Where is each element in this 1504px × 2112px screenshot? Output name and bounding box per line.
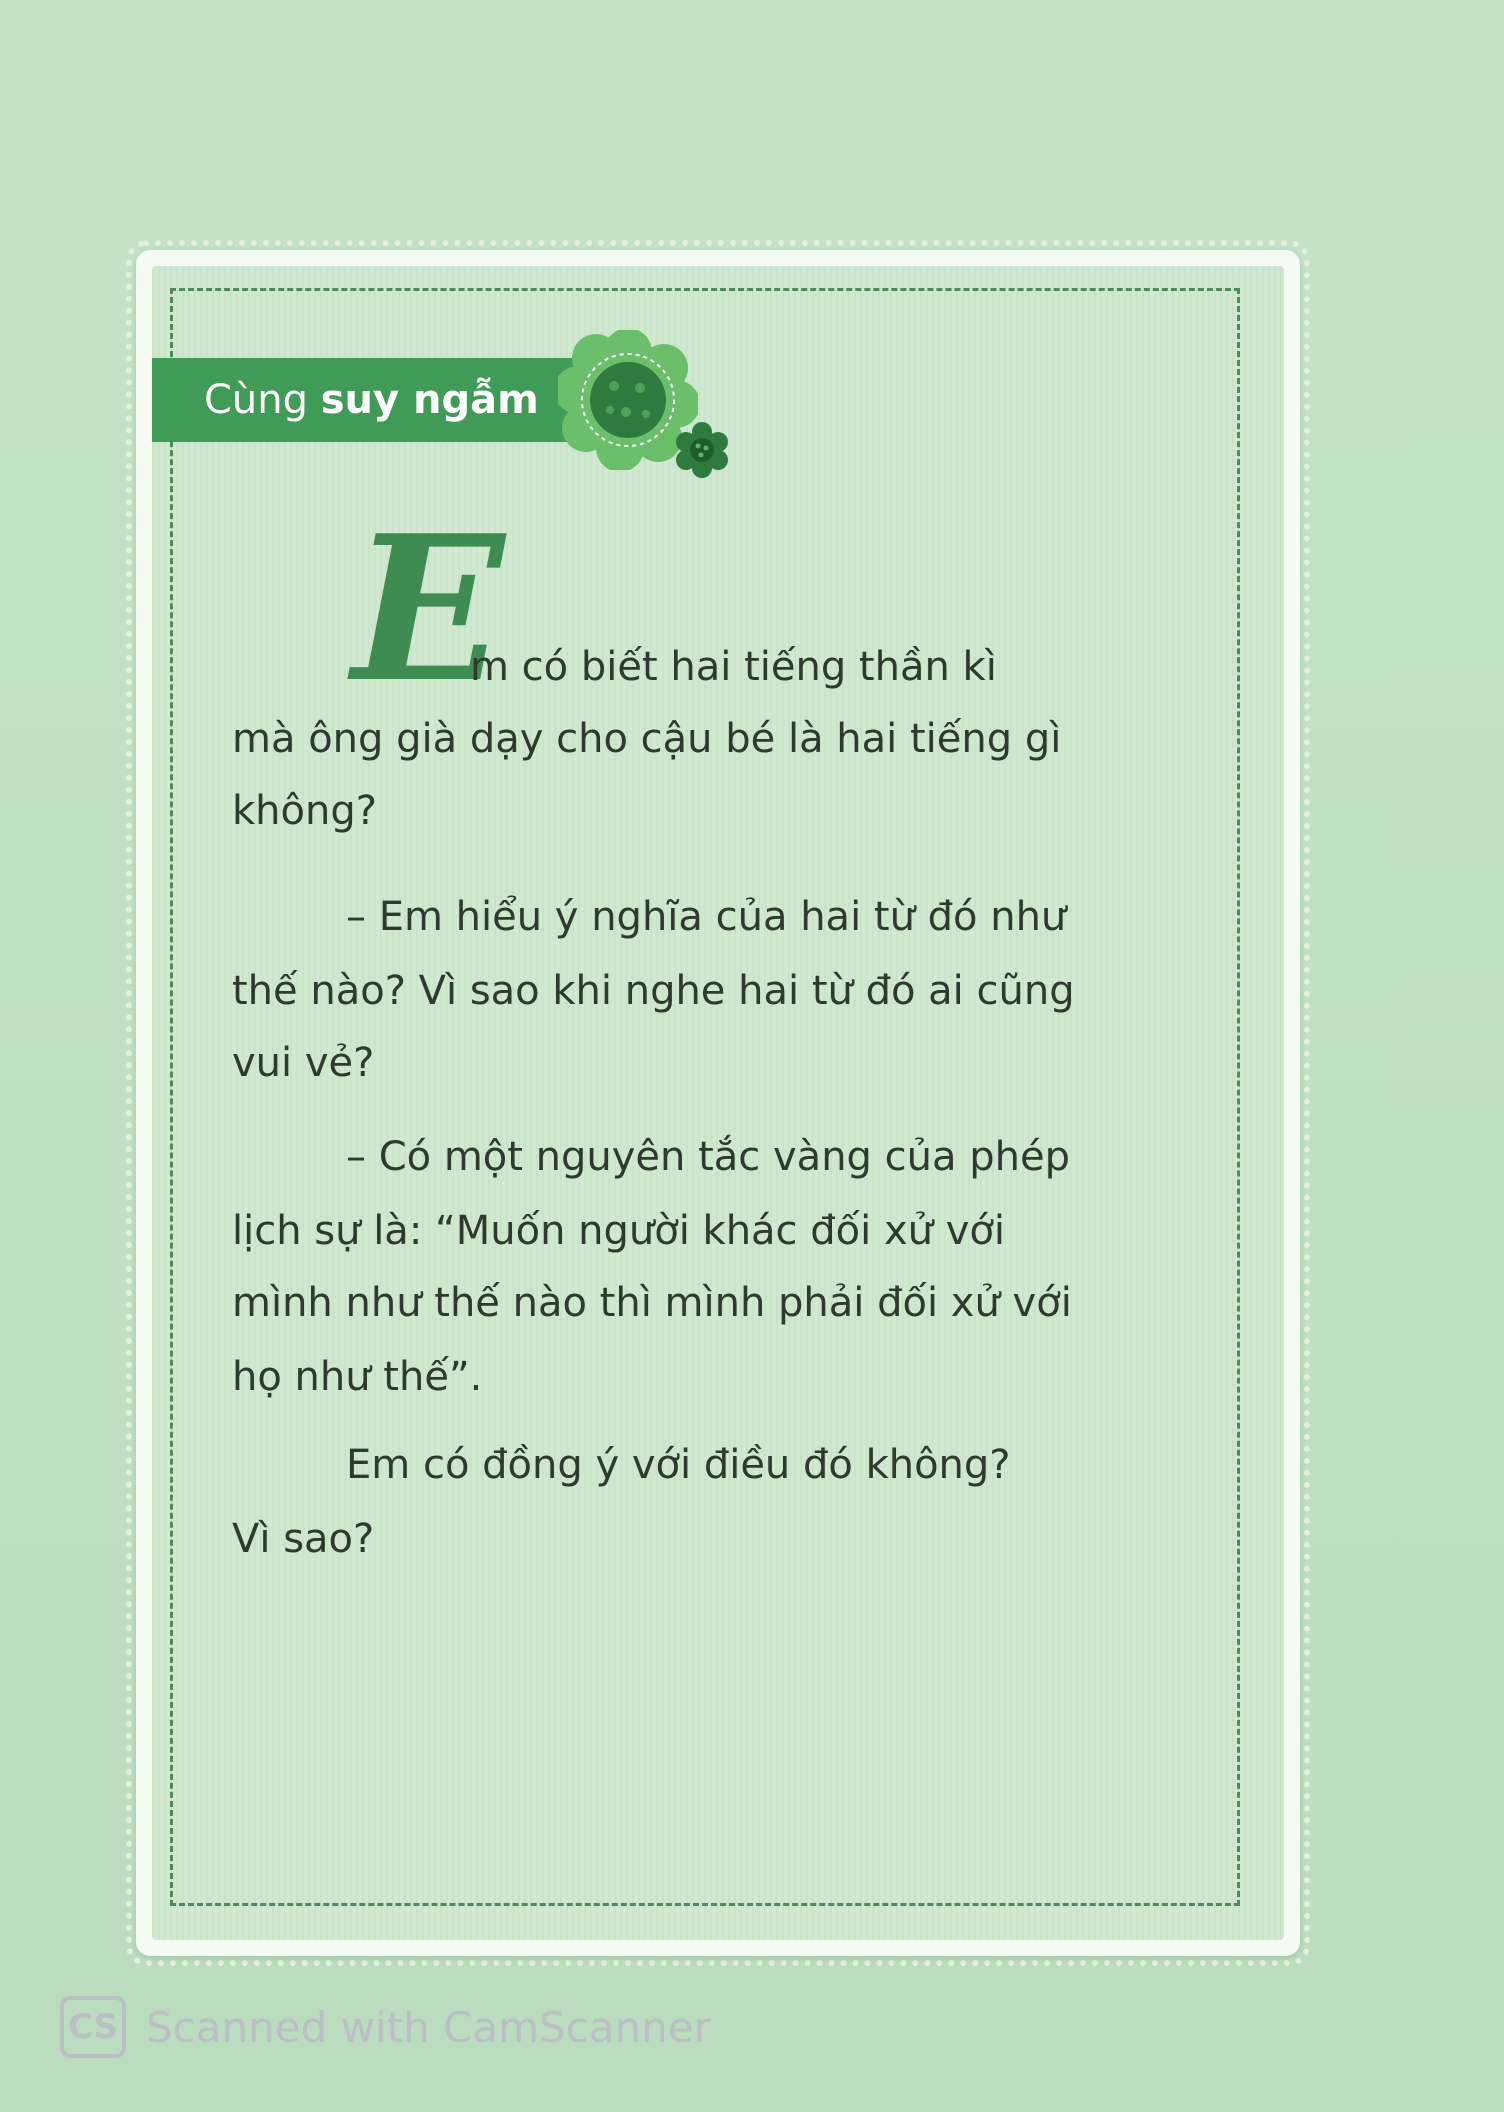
text-line: mình như thế nào thì mình phải đối xử với bbox=[232, 1280, 1072, 1326]
text-line: – Em hiểu ý nghĩa của hai từ đó như bbox=[346, 894, 1067, 940]
small-flower-icon bbox=[674, 422, 730, 478]
text-line: không? bbox=[232, 788, 377, 834]
text-line: thế nào? Vì sao khi nghe hai từ đó ai cũng bbox=[232, 968, 1075, 1014]
drop-cap: E bbox=[352, 492, 505, 727]
section-title bbox=[204, 377, 539, 423]
dashed-border bbox=[170, 288, 1240, 1906]
text-line: Em có đồng ý với điều đó không? bbox=[346, 1442, 1011, 1488]
text-line: m có biết hai tiếng thần kì bbox=[470, 644, 997, 690]
section-title-bold: suy ngẫm bbox=[320, 377, 539, 423]
text-line: họ như thế”. bbox=[232, 1354, 483, 1400]
text-line: vui vẻ? bbox=[232, 1040, 375, 1086]
text-line: Vì sao? bbox=[232, 1516, 375, 1562]
text-line: lịch sự là: “Muốn người khác đối xử với bbox=[232, 1208, 1005, 1254]
watermark-text: Scanned with CamScanner bbox=[146, 2002, 711, 2052]
camscanner-logo-icon: CS bbox=[60, 1996, 126, 2058]
section-banner bbox=[152, 358, 620, 442]
section-title-light: Cùng bbox=[204, 377, 321, 423]
scanner-watermark bbox=[60, 1996, 711, 2058]
text-line: – Có một nguyên tắc vàng của phép bbox=[346, 1134, 1070, 1180]
text-line: mà ông già dạy cho cậu bé là hai tiếng gì bbox=[232, 716, 1062, 762]
